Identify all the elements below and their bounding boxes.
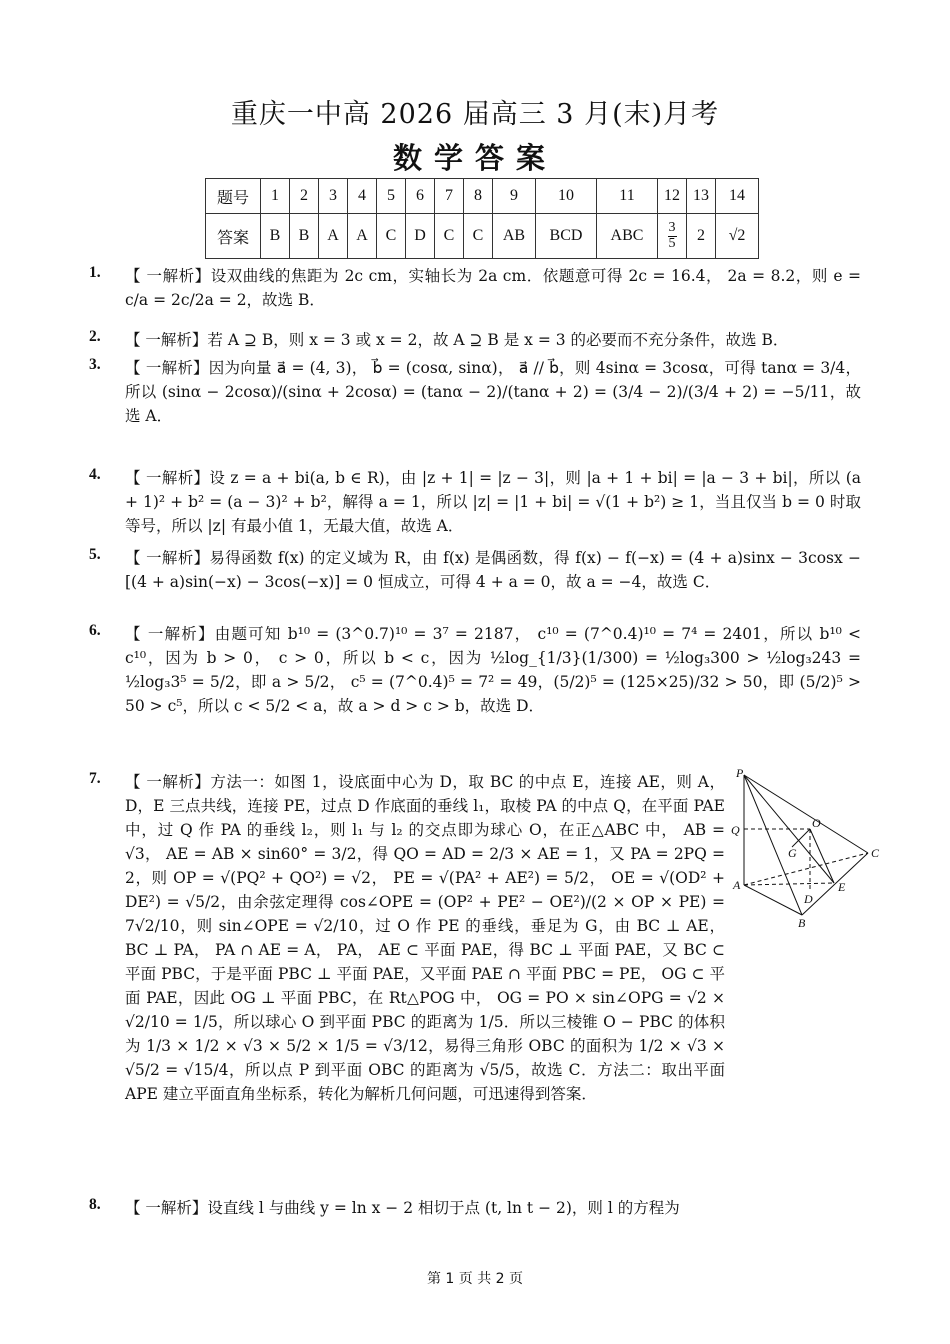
label-d: D	[804, 892, 813, 906]
answer-cell: B	[290, 214, 319, 259]
solution-number: 8.	[89, 1196, 101, 1213]
solution-number: 6.	[89, 622, 101, 639]
solution-number: 5.	[89, 546, 101, 563]
question-number: 14	[716, 179, 759, 214]
solution-text: 【 一解析】因为向量 a⃗ = (4, 3)， b⃗ = (cosα, sinα)， a⃗ // b⃗，则 4sinα = 3cosα，可得 tanα = 3/4，所以 (sinα − 2cosα)/(sinα + 2cosα) = (tanα − 2)/(tanα + 2) = (3/4 − 2)/(3/4 + 2) = −5/11，故选 A．	[125, 359, 861, 425]
answer-cell: C	[464, 214, 493, 259]
denominator: 5	[668, 235, 676, 251]
solution-text: 【 一解析】设直线 l 与曲线 y = ln x − 2 相切于点 (t, ln t − 2)，则 l 的方程为	[125, 1199, 680, 1217]
edge-pc	[744, 775, 868, 853]
answer-cell: C	[377, 214, 406, 259]
label-g: G	[788, 846, 797, 860]
fraction	[668, 221, 677, 251]
solution-text: 【 一解析】方法一：如图 1，设底面中心为 D，取 BC 的中点 E，连接 AE，则 A，D，E 三点共线，连接 PE，过点 D 作底面的垂线 l₁，取棱 PA 的中点 Q，在平面 PAE 中，过 Q 作 PA 的垂线 l₂，则 l₁ 与 l₂ 的交点即为球心 O，在正△ABC 中， AB = √3， AE = AB × sin60° = 3/2，得 QO = AD = 2/3 × AE = 1，又 PA = 2PQ = 2，则 OP = √(PQ² + QO²) = √2， PE = √(PA² + AE²) = 5/2， OE = √(OD² + DE²) = √5/2，由余弦定理得 cos∠OPE = (OP² + PE² − OE²)/(2 × OP × PE) = 7√2/10，则 sin∠OPE = √2/10，过 O 作 PE 的垂线，垂足为 G，由 BC ⊥ AE， BC ⊥ PA， PA ∩ AE = A， PA， AE ⊂ 平面 PAE，得 BC ⊥ 平面 PAE，又 BC ⊂ 平面 PBC，于是平面 PBC ⊥ 平面 PAE，又平面 PAE ∩ 平面 PBC = PE， OG ⊂ 平面 PAE，因此 OG ⊥ 平面 PBC，在 Rt△POG 中， OG = PO × sin∠OPG = √2 × √2/10 = 1/5，所以球心 O 到平面 PBC 的距离为 1/5．所以三棱锥 O − PBC 的体积为 1/3 × 1/2 × √3 × 5/2 × 1/5 = √3/12，易得三角形 OBC 的面积为 1/2 × √3 × √5/2 = √15/4，所以点 P 到平面 OBC 的距离为 √5/5，故选 C．方法二：取出平面 APE 建立平面直角坐标系，转化为解析几何问题，可迅速得到答案．	[125, 773, 725, 1103]
answer-cell: BCD	[536, 214, 597, 259]
label-p: P	[736, 766, 744, 780]
question-number: 3	[319, 179, 348, 214]
page-footer: 第 1 页 共 2 页	[426, 1271, 524, 1287]
edge-ac	[744, 853, 868, 885]
answer-cell	[658, 214, 687, 259]
edge-ab	[744, 885, 802, 915]
solution-number: 3.	[89, 356, 101, 373]
answer-cell: ABC	[597, 214, 658, 259]
solution-text: 【 一解析】设 z = a + bi(a, b ∈ R)，由 |z + 1| = |z − 3|，则 |a + 1 + bi| = |a − 3 + bi|，所以 (a + 1)² + b² = (a − 3)² + b²，解得 a = 1，所以 |z| = |1 + bi| = √(1 + b²) ≥ 1，当且仅当 b = 0 时取等号，所以 |z| 有最小值 1，无最大值，故选 A．	[125, 469, 861, 535]
solution-text: 【 一解析】若 A ⊇ B，则 x = 3 或 x = 2，故 A ⊇ B 是 x = 3 的必要而不充分条件，故选 B．	[125, 331, 789, 349]
label-e: E	[838, 880, 846, 894]
label-c: C	[871, 846, 880, 860]
question-number: 10	[536, 179, 597, 214]
solution-text: 【 一解析】设双曲线的焦距为 2c cm，实轴长为 2a cm．依题意可得 2c = 16.4， 2a = 8.2，则 e = c/a = 2c/2a = 2，故选 B．	[125, 267, 861, 309]
answer-cell: √2	[716, 214, 759, 259]
question-number: 5	[377, 179, 406, 214]
question-number: 2	[290, 179, 319, 214]
segment-oe	[810, 829, 834, 883]
solution-number: 1.	[89, 264, 101, 281]
answer-cell: A	[348, 214, 377, 259]
question-number: 1	[261, 179, 290, 214]
segment-go	[792, 829, 810, 847]
label-q: Q	[731, 823, 740, 837]
page-subtitle: 数学答案	[392, 141, 557, 175]
label-o: O	[812, 816, 821, 830]
question-number: 13	[687, 179, 716, 214]
answer-cell: AB	[493, 214, 536, 259]
answer-cell: B	[261, 214, 290, 259]
solution-number: 4.	[89, 466, 101, 483]
numerator: 3	[668, 219, 676, 235]
answer-table	[205, 178, 759, 259]
answer-cell: A	[319, 214, 348, 259]
answer-cell: C	[435, 214, 464, 259]
tetrahedron-figure	[730, 765, 890, 930]
question-number: 9	[493, 179, 536, 214]
solution-text: 【 一解析】易得函数 f(x) 的定义域为 R，由 f(x) 是偶函数，得 f(x) − f(−x) = (4 + a)sinx − 3cosx − [(4 + a)sin(−x) − 3cos(−x)] = 0 恒成立，可得 4 + a = 0，故 a = −4，故选 C．	[125, 549, 861, 591]
solution-number: 7.	[89, 770, 101, 787]
solution-text: 【 一解析】由题可知 b¹⁰ = (3^0.7)¹⁰ = 3⁷ = 2187， c¹⁰ = (7^0.4)¹⁰ = 7⁴ = 2401，所以 b¹⁰ < c¹⁰，因为 b > 0， c > 0，所以 b < c，因为 ½log_{1/3}(1/300) = ½log₃300 > ½log₃243 = ½log₃3⁵ = 5/2，即 a > 5/2， c⁵ = (7^0.4)⁵ = 7² = 49，(5/2)⁵ = (125×25)/32 > 50，即 (5/2)⁵ > 50 > c⁵，所以 c < 5/2 < a，故 a > d > c > b，故选 D．	[125, 625, 861, 715]
answer-table-answer-row	[206, 214, 759, 259]
question-number: 7	[435, 179, 464, 214]
label-a: A	[733, 878, 741, 892]
question-number: 11	[597, 179, 658, 214]
answer-cell: 2	[687, 214, 716, 259]
solution-number: 2.	[89, 328, 101, 345]
row-label: 答案	[206, 214, 261, 259]
question-number: 12	[658, 179, 687, 214]
answer-cell: D	[406, 214, 435, 259]
answer-table-number-row	[206, 179, 759, 214]
page-title: 重庆一中高 2026 届高三 3 月(末)月考	[230, 99, 720, 130]
question-number: 8	[464, 179, 493, 214]
row-label: 题号	[206, 179, 261, 214]
label-b: B	[798, 916, 806, 930]
question-number: 6	[406, 179, 435, 214]
question-number: 4	[348, 179, 377, 214]
